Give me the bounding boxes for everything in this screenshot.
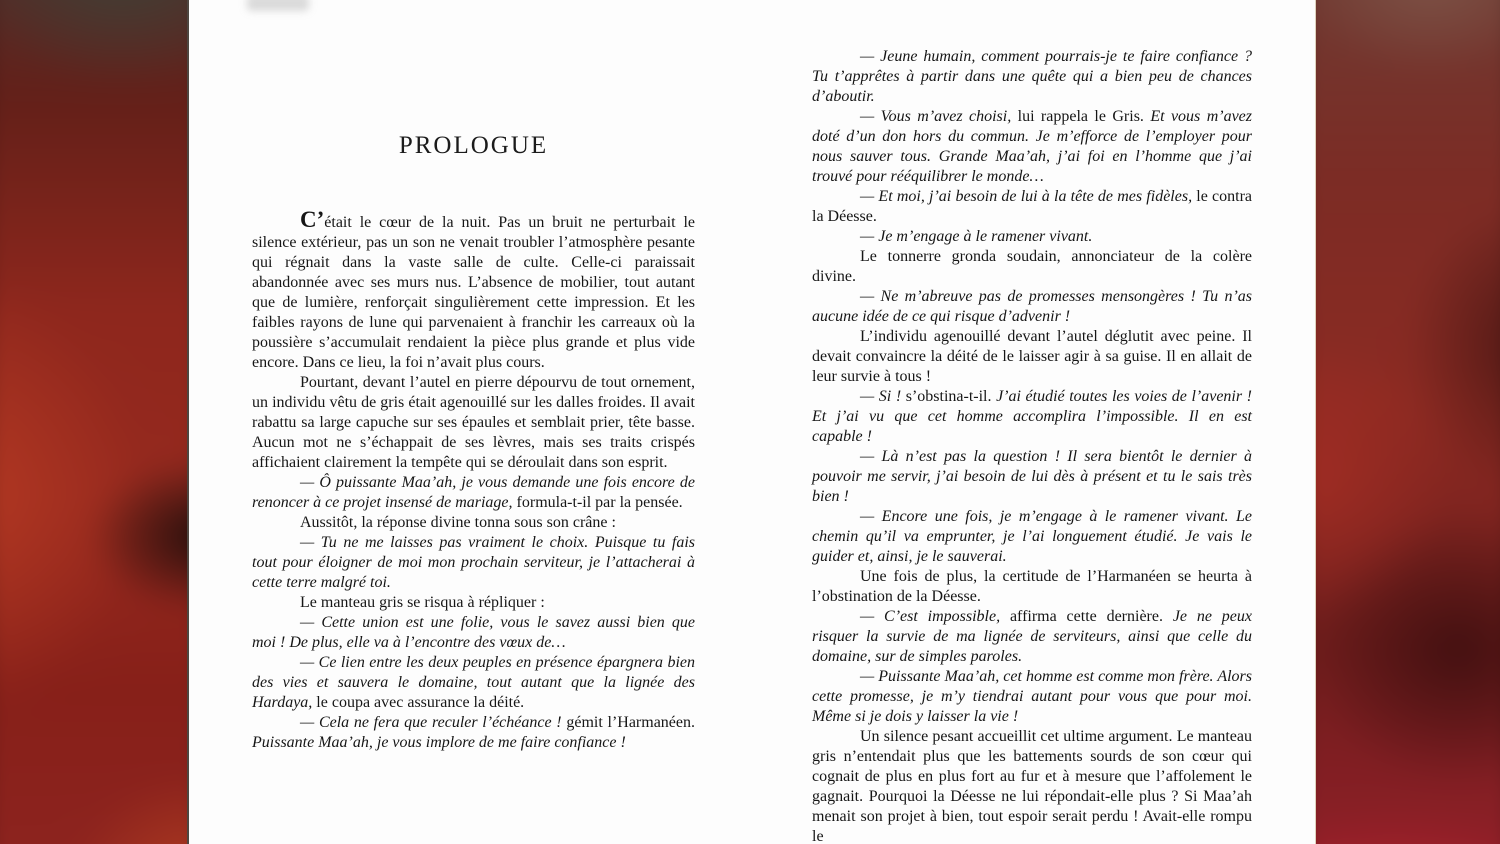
page-right-text <box>812 47 1252 844</box>
blurred-cover-art <box>0 0 189 844</box>
paragraph <box>812 287 1252 327</box>
paragraph <box>812 327 1252 387</box>
paragraph <box>252 613 695 653</box>
paragraph <box>812 107 1252 187</box>
text-segment-italic: Et vous m’avez doté d’un don hors du commun. Je m’efforce de l’employer pour nous sauver tous. Grande Maa’ah, j’ai foi en l’homme que j’ai trouvé pour rééquilibrer le monde… <box>812 108 1253 185</box>
paragraph <box>812 387 1252 447</box>
text-segment-normal: le contra la Déesse. <box>812 188 1253 225</box>
text-segment-italic: — Ce lien entre les deux peuples en présence épargnera bien des vies et sauvera le domaine, tout autant que la lignée des Hardaya, <box>252 654 695 711</box>
blurred-cover-background-right <box>1314 0 1500 844</box>
paragraph <box>252 513 695 533</box>
text-segment-normal: était le cœur de la nuit. Pas un bruit ne perturbait le silence extérieur, pas un son ne venait troubler l’atmosphère pesante qui régnait dans la vaste salle de culte. Celle-ci paraissait abandonnée avec ses murs nus. L’absence de mobilier, tout autant que de lumière, renforçait singulièrement cette impression. Et les faibles rayons de lune qui parvenaient à franchir les carreaux où la poussière s’accumulait rendaient la pièce plus grande et plus vide encore. Dans ce lieu, la foi n’avait plus cours. <box>252 214 695 371</box>
text-segment-italic: — Jeune humain, comment pourrais-je te faire confiance ? Tu t’apprêtes à partir dans une quête qui a bien peu de chances d’aboutir. <box>812 48 1252 105</box>
text-segment-italic: — Encore une fois, je m’engage à le ramener vivant. Le chemin qu’il va emprunter, je l’ai longuement étudié. Je vais le guider et, ainsi, je le sauverai. <box>812 508 1252 565</box>
paragraph <box>812 447 1252 507</box>
text-segment-italic: — Vous m’avez choisi, <box>860 108 1018 125</box>
text-segment-normal: Le manteau gris se risqua à répliquer : <box>300 594 545 611</box>
text-segment-italic: — Puissante Maa’ah, cet homme est comme mon frère. Alors cette promesse, je m’y tiendrai autant pour vous que pour moi. Même si je dois y laisser la vie ! <box>812 668 1252 725</box>
text-segment-normal: Pourtant, devant l’autel en pierre dépourvu de tout ornement, un individu vêtu de gris était agenouillé sur les dalles froides. Il avait rabattu sa large capuche sur ses épaules et semblait prier, tête basse. Aucun mot ne s’échappait de ses lèvres, mais ses traits crispés affichaient clairement la tempête qui se déroulait dans son esprit. <box>252 374 695 471</box>
page-left[interactable] <box>252 0 695 753</box>
paragraph <box>252 207 695 373</box>
text-segment-lead: C’ <box>300 207 325 232</box>
text-segment-italic: — Ô puissante Maa’ah, je vous demande une fois encore de renoncer à ce projet insensé de mariage, <box>252 474 695 511</box>
text-segment-normal: Une fois de plus, la certitude de l’Harmanéen se heurta à l’obstination de la Déesse. <box>812 568 1252 605</box>
paragraph <box>252 713 695 753</box>
text-segment-normal: le coupa avec assurance la déité. <box>316 694 525 711</box>
paragraph <box>252 533 695 593</box>
text-segment-italic: — Je m’engage à le ramener vivant. <box>860 228 1093 245</box>
text-segment-normal: Le tonnerre gronda soudain, annonciateur de la colère divine. <box>812 248 1252 285</box>
text-segment-normal: gémit l’Harmanéen. <box>566 714 696 731</box>
paragraph <box>812 567 1252 607</box>
page-left-text <box>252 207 696 753</box>
text-segment-italic: — Cela ne fera que reculer l’échéance ! <box>300 714 567 731</box>
paragraph <box>812 667 1252 727</box>
paragraph <box>252 593 695 613</box>
paragraph <box>252 653 695 713</box>
page-right[interactable] <box>812 47 1252 844</box>
paragraph <box>812 247 1252 287</box>
text-segment-italic: — Cette union est une folie, vous le savez aussi bien que moi ! De plus, elle va à l’encontre des vœux de… <box>252 614 695 651</box>
paragraph <box>812 607 1252 667</box>
text-segment-italic: — C’est impossible, <box>860 608 1010 625</box>
text-segment-italic: — Tu ne me laisses pas vraiment le choix. Puisque tu fais tout pour éloigner de moi mon prochain serviteur, je l’attacherai à cette terre malgré toi. <box>252 534 695 591</box>
paragraph <box>812 47 1252 107</box>
text-segment-italic: Puissante Maa’ah, je vous implore de me faire confiance ! <box>252 734 626 751</box>
text-segment-normal: L’individu agenouillé devant l’autel déglutit avec peine. Il devait convaincre la déité de le laisser agir à sa guise. Il en allait de leur survie à tous ! <box>812 328 1252 385</box>
text-segment-italic: — Là n’est pas la question ! Il sera bientôt le dernier à pouvoir me servir, j’ai besoin de lui dès à présent et tu le sais très bien ! <box>812 448 1252 505</box>
text-segment-normal: formula-t-il par la pensée. <box>516 494 683 511</box>
paragraph <box>252 473 695 513</box>
text-segment-normal: s’obstina-t-il. <box>905 388 997 405</box>
text-segment-italic: J’ai étudié toutes les voies de l’avenir ! Et j’ai vu que cet homme accomplira l’impossible. Il en est capable ! <box>812 388 1253 445</box>
paragraph <box>252 373 695 473</box>
paragraph <box>812 227 1252 247</box>
text-segment-italic: — Ne m’abreuve pas de promesses mensongères ! Tu n’as aucune idée de ce qui risque d’advenir ! <box>812 288 1252 325</box>
text-segment-normal: Un silence pesant accueillit cet ultime argument. Le manteau gris n’entendait plus que les battements sourds de son cœur qui cognait de plus en plus fort au fur et à mesure que l’affolement le gagnait. Pourquoi la Déesse ne lui répondait-elle plus ? Si Maa’ah menait son projet à bien, tout espoir serait perdu ! Avait-elle rompu le <box>812 728 1252 844</box>
text-segment-normal: affirma cette dernière. <box>1009 608 1173 625</box>
blurred-cover-background-left <box>0 0 189 844</box>
chapter-title: PROLOGUE <box>398 132 549 159</box>
text-segment-italic: Je ne peux risquer la survie de ma lignée de serviteurs, ainsi que celle du domaine, sur de simples paroles. <box>812 608 1252 665</box>
text-segment-italic: — Et moi, j’ai besoin de lui à la tête de mes fidèles, <box>860 188 1197 205</box>
text-segment-italic: — Si ! <box>860 388 906 405</box>
blurred-cover-art <box>1314 0 1500 844</box>
paragraph <box>812 507 1252 567</box>
text-segment-normal: Aussitôt, la réponse divine tonna sous son crâne : <box>300 514 616 531</box>
paragraph <box>812 727 1252 844</box>
book-page-spread[interactable] <box>187 0 1316 844</box>
text-segment-normal: lui rappela le Gris. <box>1017 108 1151 125</box>
paragraph <box>812 187 1252 227</box>
